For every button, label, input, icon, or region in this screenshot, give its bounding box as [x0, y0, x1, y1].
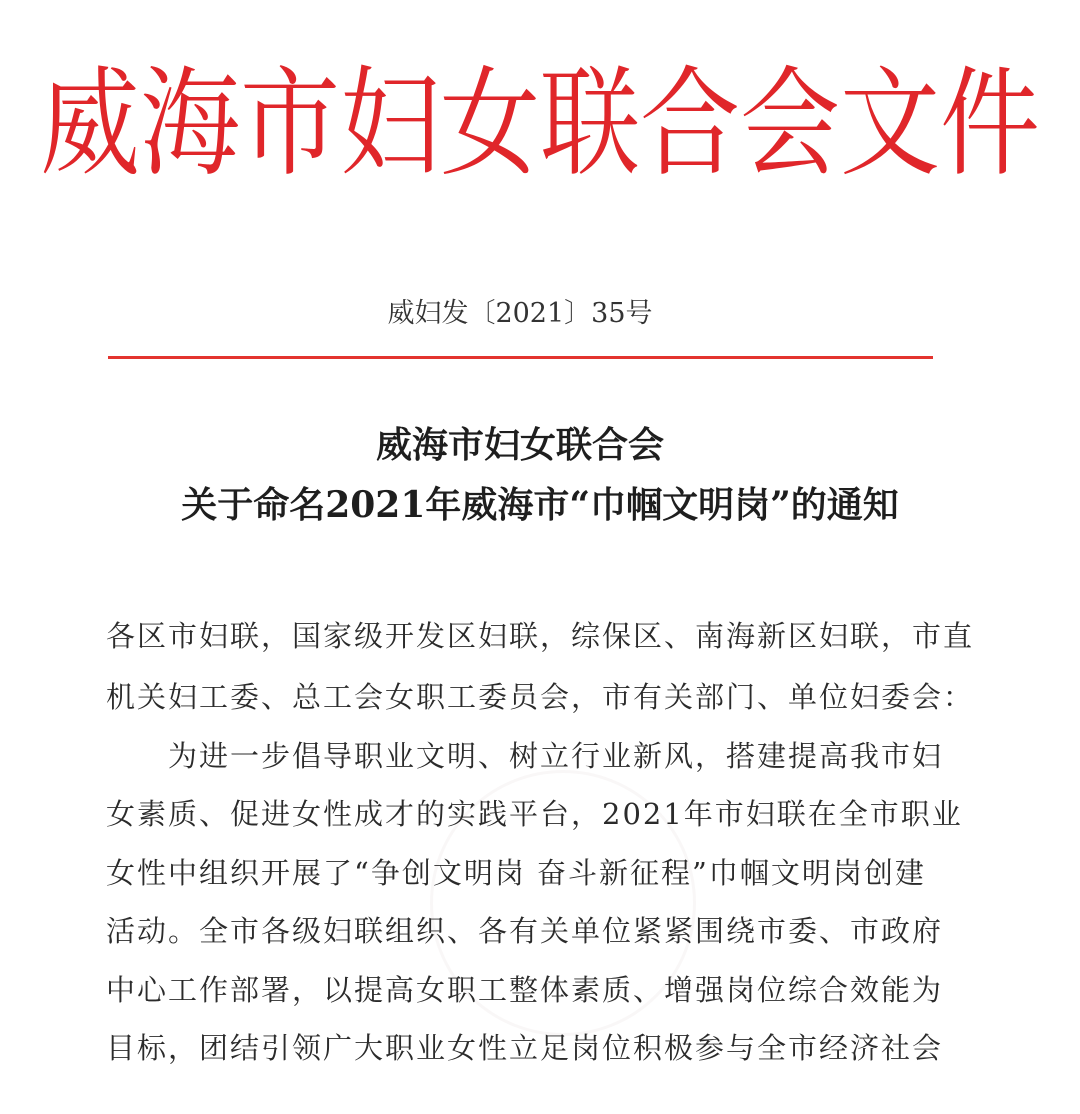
- notice-title-line-2: 关于命名2021年威海市“巾帼文明岗”的通知: [181, 484, 899, 526]
- document-number: 威妇发〔2021〕35号: [387, 298, 653, 329]
- body-line-1: 各区市妇联，国家级开发区妇联，综保区、南海新区妇联，市直: [106, 619, 975, 653]
- body-line-8: 目标，团结引领广大职业女性立足岗位积极参与全市经济社会: [106, 1031, 944, 1065]
- body-line-3: 为进一步倡导职业文明、树立行业新风，搭建提高我市妇: [106, 739, 944, 773]
- body-line-4: 女素质、促进女性成才的实践平台，2021年市妇联在全市职业: [106, 797, 963, 831]
- body-line-5: 女性中组织开展了“争创文明岗 奋斗新征程”巾帼文明岗创建: [106, 856, 926, 890]
- notice-title-line-1: 威海市妇女联合会: [375, 424, 664, 466]
- body-line-7: 中心工作部署，以提高女职工整体素质、增强岗位综合效能为: [106, 973, 944, 1007]
- masthead-title: 威海市妇女联合会文件: [40, 54, 1040, 194]
- body-line-6: 活动。全市各级妇联组织、各有关单位紧紧围绕市委、市政府: [106, 914, 944, 948]
- red-divider-line: [108, 356, 933, 359]
- body-line-2: 机关妇工委、总工会女职工委员会，市有关部门、单位妇委会：: [106, 680, 975, 714]
